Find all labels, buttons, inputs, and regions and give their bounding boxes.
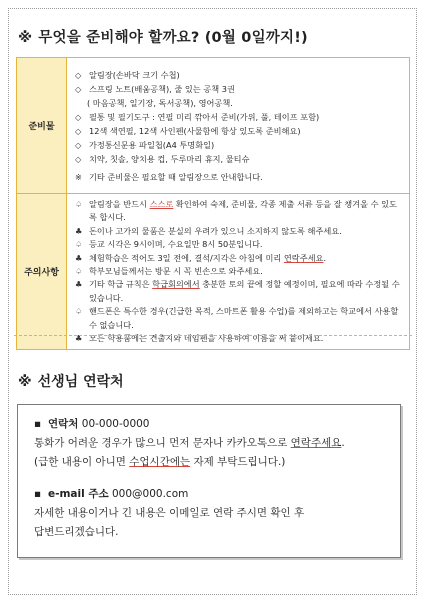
cautions-heading: 주의사항: [17, 194, 67, 350]
list-item: ♤ 핸드폰은 특수한 경우(긴급한 목적, 스마트폰 활용 수업)를 제외하고는 학교에서 사용할 수 없습니다.: [75, 306, 399, 330]
list-item: ♣ 모든 학용품에는 견출지와 네임펜을 사용하여 이름을 써 붙이세요.: [75, 333, 324, 344]
list-item: ♣ 체험학습은 적어도 3일 전에, 결석/지각은 아침에 미리 연락주세요.: [75, 252, 327, 263]
list-item: ( 마음공책, 일기장, 독서공책), 영어공책.: [87, 97, 233, 108]
page-title: [18, 26, 308, 47]
email-note-line-2: 답변드리겠습니다.: [34, 526, 119, 538]
page-title-text: 무엇을 준비해야 할까요? (0월 0일까지!): [38, 30, 308, 46]
phone-number[interactable]: 00-000-0000: [81, 418, 150, 430]
bullet-icon: ▪: [34, 418, 42, 430]
list-item: ◇ 알림장(손바닥 크기 수첩): [75, 69, 180, 80]
preparation-list: [67, 58, 410, 194]
bullet-icon: ▪: [34, 488, 42, 500]
email-label: e-mail 주소: [48, 488, 109, 500]
reference-mark: ※: [18, 374, 32, 390]
email-address[interactable]: 000@000.com: [112, 488, 189, 500]
list-item: ◇ 가정통신문용 파일첩(A4 투명화일): [75, 139, 215, 150]
contact-box: [17, 404, 401, 558]
cautions-row: [17, 194, 410, 350]
preparation-heading: 준비물: [17, 58, 67, 194]
list-item: ♤ 등교 시각은 9시이며, 수요일만 8시 50분입니다.: [75, 239, 263, 250]
cautions-list: [67, 194, 410, 350]
reference-mark: ※: [18, 30, 33, 46]
phone-note-line-2: (급한 내용이 아니면 수업시간에는 자제 부탁드립니다.): [34, 456, 286, 468]
contact-title: [18, 371, 124, 391]
preparation-row: [17, 58, 410, 194]
section-divider: [14, 335, 412, 336]
list-item: ♤ 학부모님들께서는 방문 시 꼭 빈손으로 와주세요.: [75, 266, 263, 277]
list-item: ◇ 필통 및 필기도구 : 연필 미리 깎아서 준비(가위, 풀, 테이프 포함): [75, 111, 320, 122]
list-item: ♣ 돈이나 고가의 물품은 분실의 우려가 있으니 소지하지 않도록 해주세요.: [75, 225, 342, 236]
list-item: ◇ 치약, 칫솔, 양치용 컵, 두루마리 휴지, 물티슈: [75, 153, 250, 164]
phone-line: [34, 415, 386, 434]
email-line: [34, 485, 386, 504]
phone-note-line-1: 통화가 어려운 경우가 많으니 먼저 문자나 카카오톡으로 연락주세요.: [34, 437, 345, 449]
phone-label: 연락처: [48, 418, 79, 430]
preparation-table: [16, 57, 410, 350]
contact-title-text: 선생님 연락처: [37, 374, 124, 390]
list-item: ♤ 알림장을 반드시 스스로 확인하여 숙제, 준비물, 각종 제출 서류 등을 잘 챙겨올 수 있도록 합시다.: [75, 199, 397, 223]
list-item: ◇ 12색 색연필, 12색 사인펜(사물함에 항상 있도록 준비해요): [75, 125, 301, 136]
preparation-note: ※ 기타 준비물은 필요할 때 알림장으로 안내합니다.: [75, 171, 263, 182]
email-note-line-1: 자세한 내용이거나 긴 내용은 이메일로 연락 주시면 확인 후: [34, 507, 305, 519]
list-item: ♣ 기타 학급 규칙은 학급회의에서 충분한 토의 끝에 정할 예정이며, 필요에 따라 수정될 수 있습니다.: [75, 279, 400, 303]
list-item: ◇ 스프링 노트(배움공책), 줄 있는 공책 3권: [75, 83, 235, 94]
